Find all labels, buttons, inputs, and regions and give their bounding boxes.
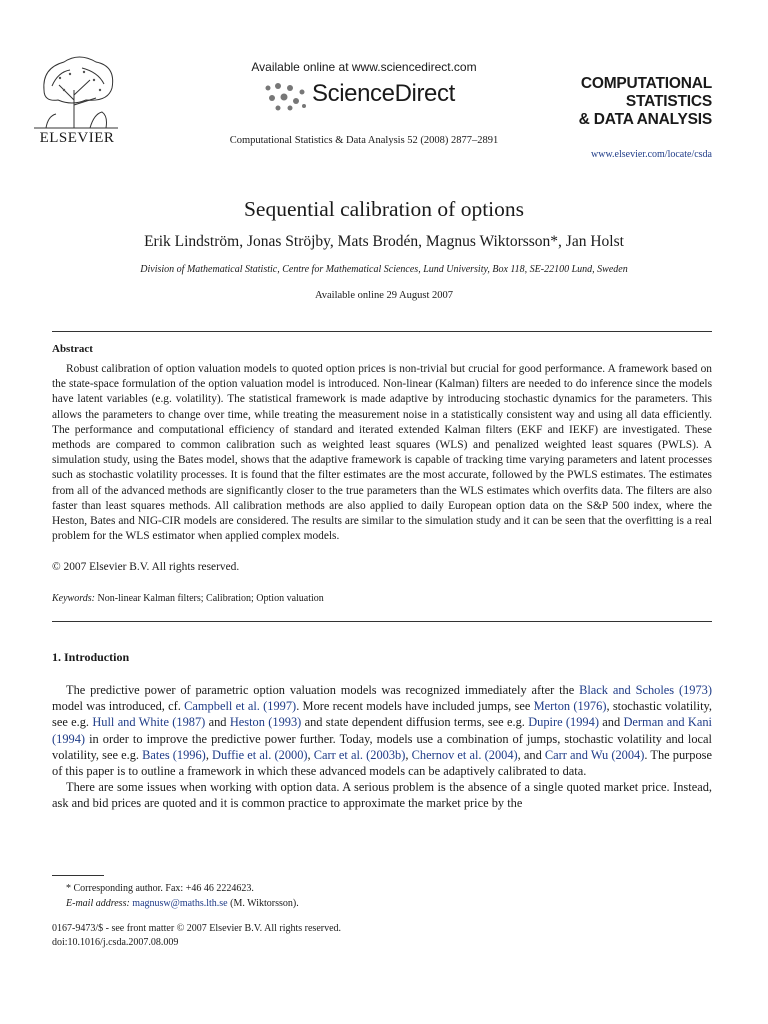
citation-link[interactable]: Hull and White (1987) <box>92 715 206 730</box>
journal-reference: Computational Statistics & Data Analysis 52 (2008) 2877–2891 <box>229 135 499 146</box>
keywords-label: Keywords: <box>52 593 95 604</box>
abstract-body <box>52 362 712 544</box>
available-online-text: Available online at www.sciencedirect.com <box>251 60 477 74</box>
paragraph-text: . The purpose of this paper is to outline a framework in which these advanced models can be adaptively calibrated to data. <box>52 747 713 779</box>
citation-link[interactable]: Duffie et al. (2000) <box>212 747 308 762</box>
abstract-heading: Abstract <box>52 343 93 355</box>
citation-link[interactable]: Merton (1976) <box>533 699 607 714</box>
email-label: E-mail address: <box>66 898 130 909</box>
paragraph-text: , <box>307 747 314 762</box>
introduction-paragraph: There are some issues when working with option data. A serious problem is the absence of a single quoted market price. Instead, ask and bid prices are quoted and it is common practice to approximate the market price by the <box>52 780 712 811</box>
top-divider <box>52 331 712 332</box>
sciencedirect-dots-icon <box>262 82 310 112</box>
paragraph-text: , stochastic volatility, see e.g. <box>52 699 712 730</box>
introduction-body <box>52 682 712 812</box>
front-matter-notice: 0167-9473/$ - see front matter © 2007 Elsevier B.V. All rights reserved. <box>52 923 342 934</box>
citation-link[interactable]: Carr et al. (2003b) <box>313 747 406 762</box>
email-link[interactable]: magnusw@maths.lth.se <box>132 898 228 909</box>
paragraph-text: , and <box>517 747 545 762</box>
keywords-value: Non-linear Kalman filters; Calibration; Option valuation <box>94 593 324 604</box>
citation-link[interactable]: Bates (1996) <box>142 747 206 762</box>
sciencedirect-wordmark: ScienceDirect <box>312 80 455 107</box>
keywords-line <box>52 593 324 604</box>
journal-title-line: & DATA ANALYSIS <box>578 111 712 128</box>
citation-link[interactable]: Dupire (1994) <box>528 715 599 730</box>
citation-link[interactable]: Campbell et al. (1997) <box>184 699 297 714</box>
available-date: Available online 29 August 2007 <box>314 290 454 301</box>
paragraph-text: . More recent models have included jumps, see <box>296 699 534 714</box>
citation-link[interactable]: Heston (1993) <box>229 715 302 730</box>
paragraph-text: , <box>205 747 213 762</box>
journal-title-block <box>520 75 712 129</box>
paragraph-text: and <box>205 715 230 730</box>
corresponding-author-footnote: * Corresponding author. Fax: +46 46 2224623. <box>66 883 254 894</box>
introduction-paragraph <box>52 682 712 779</box>
paragraph-text: and <box>598 715 624 730</box>
paragraph-text: in order to improve the predictive power further. Today, models use a combination of jumps, stochastic volatility and local volatility, see e.g. <box>52 731 712 762</box>
abstract-paragraph: Robust calibration of option valuation models to quoted option prices is non-trivial but crucial for good performance. A framework based on the state-space formulation of the option valuation model is introduced. Non-linear (Kalman) filters are needed to do inference since the models have latent variables (e.g. volatility). The statistical framework is made adaptive by introducing stochastic dynamics for the parameters. This allows the parameters to change over time, while treating the measurement noise in a statistically consistent way and using all data efficiently. The performance and computational efficiency of standard and iterated extended Kalman filters (EKF and IEKF) are investigated. These methods are compared to common calibration such as weighted least squares (WLS) and penalized weighted least squares (PWLS). A simulation study, using the Bates model, shows that the adaptive framework is capable of tracking time varying parameters and latent processes such as stochastic volatility processes. It is found that the filter estimates are the most accurate, followed by the PWLS estimates. The estimates from all of the advanced methods are significantly closer to the true parameters than the WLS estimates which overfits data. The filters are also faster than least squares methods. All calibration methods are also applied to daily European option data on the S&P 500 index, where the Heston, Bates and NIG-CIR models are considered. The results are similar to the simulation study and it can be seen that the overfitting is a real problem for the WLS estimator when applied complex models. <box>52 363 712 543</box>
paragraph-text: , <box>405 747 412 762</box>
author-list: Erik Lindström, Jonas Ströjby, Mats Brodén, Magnus Wiktorsson*, Jan Holst <box>144 233 624 250</box>
sciencedirect-logo <box>262 78 492 114</box>
journal-title-line: COMPUTATIONAL <box>580 75 712 92</box>
paragraph-text: The predictive power of parametric option valuation models was recognized immediately after the <box>66 683 580 697</box>
copyright-notice: © 2007 Elsevier B.V. All rights reserved. <box>52 561 240 573</box>
paragraph-text: model was introduced, cf. <box>52 699 185 714</box>
doi-text: doi:10.1016/j.csda.2007.08.009 <box>52 937 179 948</box>
journal-url-link[interactable]: www.elsevier.com/locate/csda <box>591 149 712 160</box>
section-heading: 1. Introduction <box>52 650 130 664</box>
paper-title: Sequential calibration of options <box>243 197 525 221</box>
citation-link[interactable]: Derman and Kani (1994) <box>52 715 712 746</box>
citation-link[interactable]: Black and Scholes (1973) <box>579 683 713 697</box>
bottom-divider <box>52 621 712 622</box>
paragraph-text: and state dependent diffusion terms, see e.g. <box>301 715 529 730</box>
citation-link[interactable]: Carr and Wu (2004) <box>544 747 645 762</box>
elsevier-tree-logo <box>24 50 128 130</box>
footnote-divider <box>52 875 104 876</box>
email-suffix: (M. Wiktorsson). <box>227 898 299 909</box>
affiliation: Division of Mathematical Statistic, Centre for Mathematical Sciences, Lund University, Box 118, SE-22100 Lund, Sweden <box>140 264 628 275</box>
journal-title-line: STATISTICS <box>625 93 712 110</box>
publisher-wordmark: ELSEVIER <box>39 130 115 146</box>
citation-link[interactable]: Chernov et al. (2004) <box>411 747 518 762</box>
email-footnote <box>66 898 299 909</box>
